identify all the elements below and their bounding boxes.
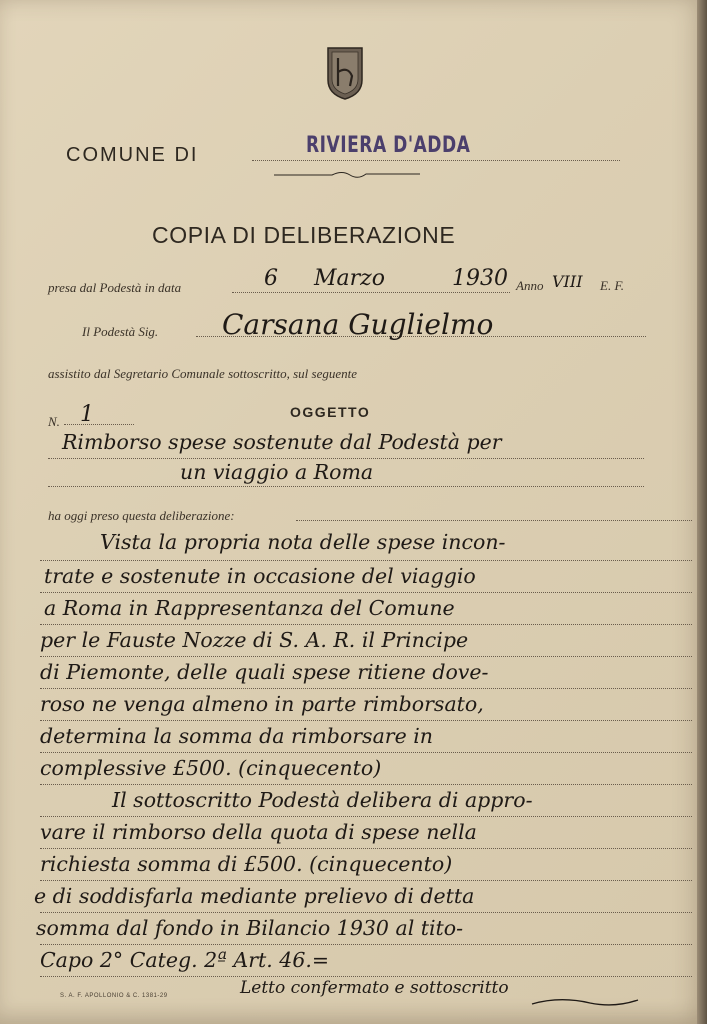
body-line-10: vare il rimborso della quota di spese nella [40, 820, 477, 844]
ruled-line [48, 458, 644, 459]
number-value: 1 [80, 402, 94, 427]
ruled-line [40, 816, 692, 817]
ruled-line [40, 944, 692, 945]
ruled-line [40, 720, 692, 721]
body-line-3: a Roma in Rappresentanza del Comune [44, 596, 455, 620]
background-edge [697, 0, 707, 1024]
ruled-line [40, 976, 692, 977]
number-label: N. [48, 414, 60, 429]
comune-line [252, 160, 620, 161]
ef-label: E. F. [600, 278, 624, 293]
signature-flourish [530, 994, 640, 1008]
ruled-line [40, 784, 692, 785]
body-line-7: determina la somma da rimborsare in [40, 724, 434, 748]
oggetto-line-1: Rimborso spese sostenute dal Podestà per [62, 430, 502, 454]
ruled-line [40, 848, 692, 849]
ruled-line [296, 520, 692, 521]
podesta-name: Carsana Guglielmo [222, 308, 494, 341]
closing-line: Letto confermato e sottoscritto [240, 978, 509, 998]
body-line-9: Il sottoscritto Podestà delibera di appro- [112, 788, 533, 812]
crest-icon [326, 46, 364, 100]
date-line [232, 292, 510, 293]
podesta-label: Il Podestà Sig. [82, 324, 159, 339]
ruled-line [40, 912, 692, 913]
comune-stamp: RIVIERA D'ADDA [306, 132, 471, 158]
body-line-8: complessive £500. (cinquecento) [40, 756, 382, 780]
ruled-line [48, 486, 644, 487]
body-line-14: Capo 2° Categ. 2ª Art. 46.= [40, 948, 330, 972]
date-month: Marzo [314, 266, 385, 291]
ruled-line [40, 624, 692, 625]
document-title: COPIA DI DELIBERAZIONE [152, 222, 456, 248]
anno-value: VIII [552, 272, 583, 291]
stamp-flourish [272, 168, 422, 180]
body-line-12: e di soddisfarla mediante prelievo di detta [34, 884, 475, 908]
ruled-line [40, 688, 692, 689]
ruled-line [40, 752, 692, 753]
anno-label: Anno [516, 278, 544, 293]
date-day: 6 [264, 266, 278, 291]
body-line-13: somma dal fondo in Bilancio 1930 al tito- [36, 916, 464, 940]
date-year: 1930 [452, 266, 508, 291]
comune-label: COMUNE DI [66, 144, 199, 166]
body-line-4: per le Fauste Nozze di S. A. R. il Principe [40, 628, 469, 652]
printer-imprint: S. A. F. APOLLONIO & C. 1381-29 [60, 993, 168, 999]
body-line-11: richiesta somma di £500. (cinquecento) [40, 852, 453, 876]
ruled-line [40, 656, 692, 657]
body-line-2: trate e sostenute in occasione del viaggio [44, 564, 476, 588]
oggetto-line-2: un viaggio a Roma [180, 460, 374, 484]
body-line-1: Vista la propria nota delle spese incon- [100, 530, 506, 554]
ruled-line [40, 592, 692, 593]
ruled-line [40, 880, 692, 881]
ruled-line [40, 560, 692, 561]
assistito-text: assistito dal Segretario Comunale sottoscritto, sul seguente [48, 366, 357, 381]
number-line [64, 424, 134, 425]
oggetto-label: OGGETTO [290, 404, 371, 420]
body-intro: ha oggi preso questa deliberazione: [48, 508, 235, 523]
body-line-5: di Piemonte, delle quali spese ritiene dove- [40, 660, 489, 684]
body-line-6: roso ne venga almeno in parte rimborsato, [40, 692, 484, 716]
presa-label: presa dal Podestà in data [48, 280, 182, 295]
